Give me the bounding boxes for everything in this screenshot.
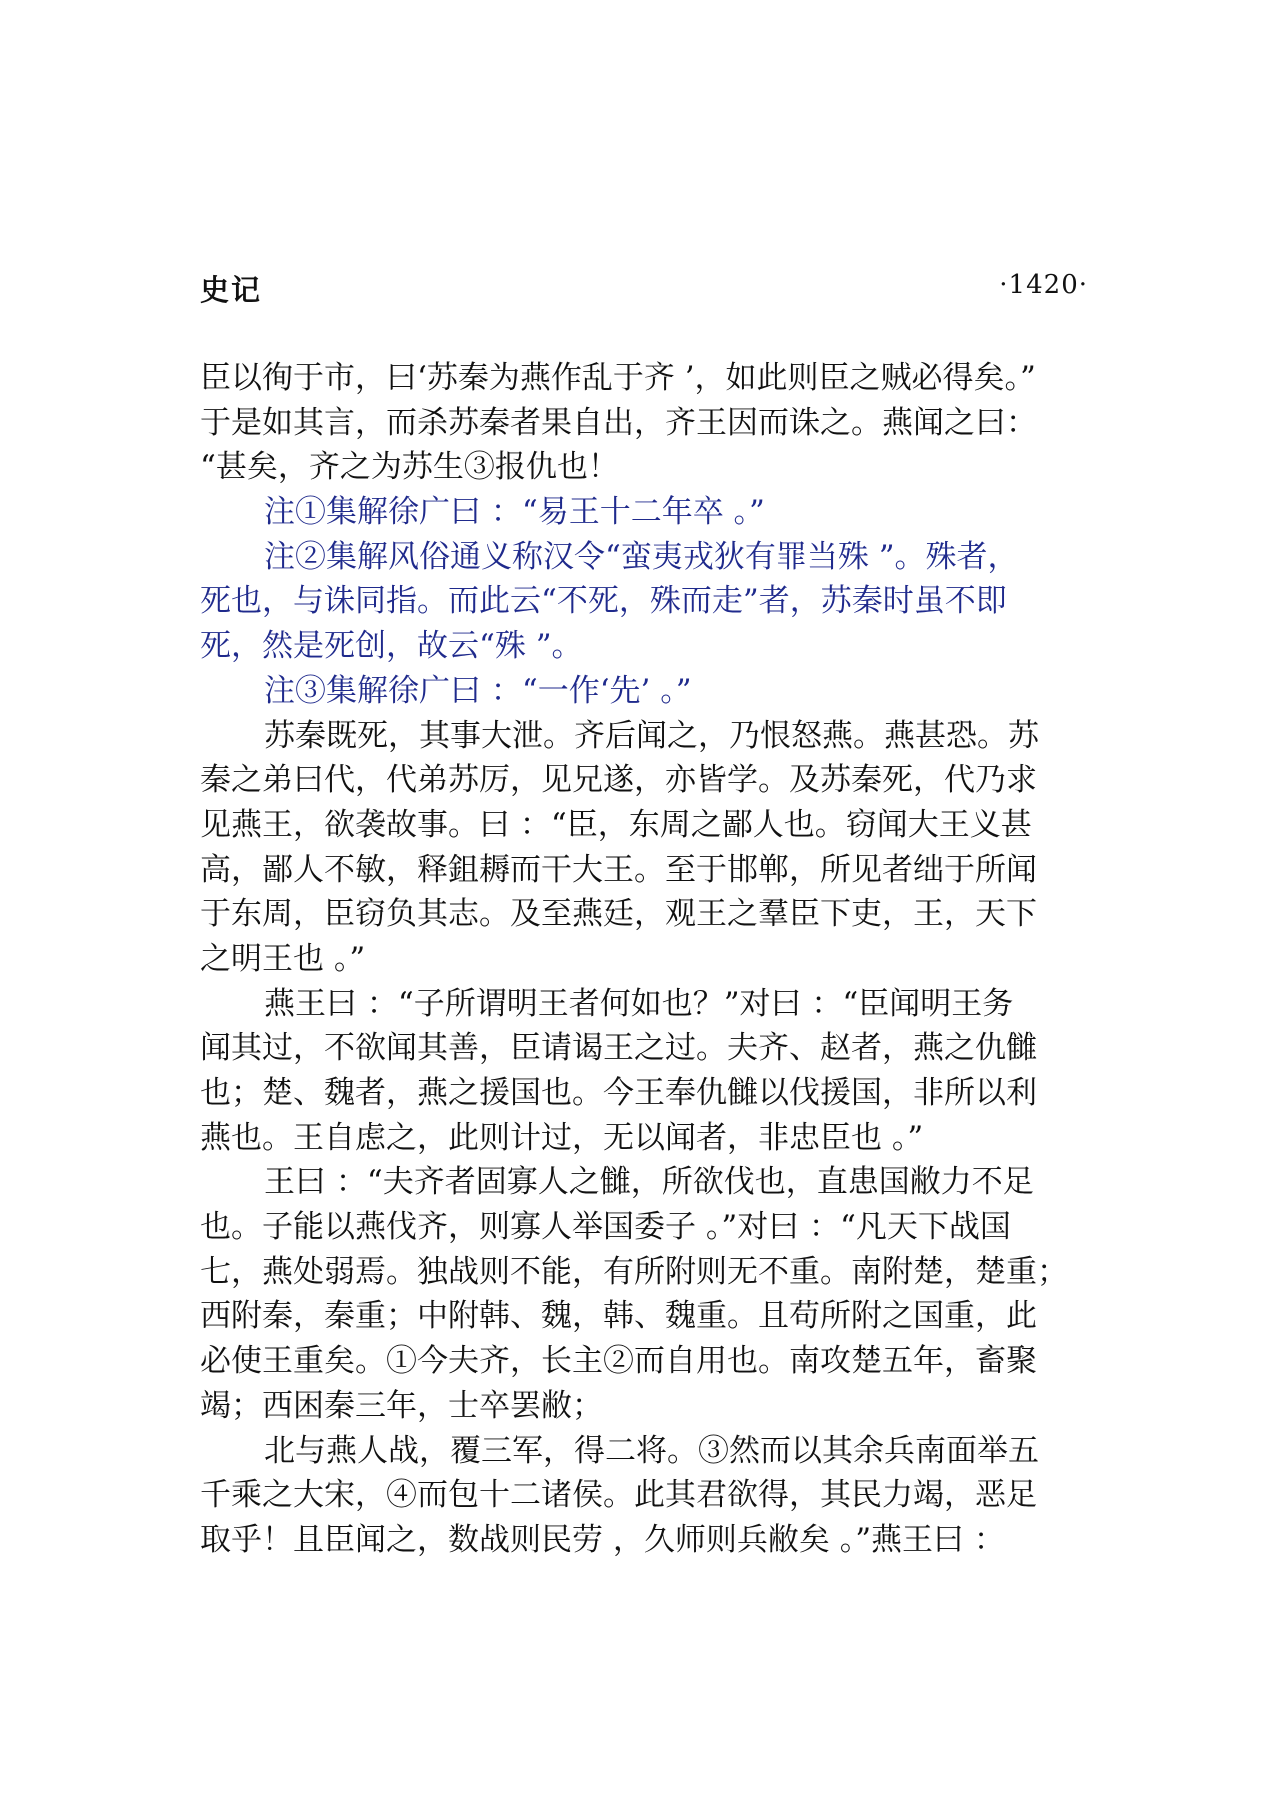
text-line: 见燕王，欲袭故事。曰 ：“臣，东周之鄙人也。窃闻大王义甚 xyxy=(200,806,1032,843)
text-line: 千乘之大宋，④而包十二诸侯。此其君欲得，其民力竭，恶足 xyxy=(200,1477,1037,1514)
text-line: 于是如其言，而杀苏秦者果自出，齐王因而诛之。燕闻之曰： xyxy=(200,404,1037,441)
text-line: 王曰 ：“夫齐者固寡人之雠，所欲伐也，直患国敝力不足 xyxy=(264,1164,1034,1201)
body-text xyxy=(200,356,1105,1563)
text-line: 也；楚、魏者，燕之援国也。今王奉仇雠以伐援国，非所以利 xyxy=(200,1075,1037,1111)
text-line: 高，鄙人不敏，释鉏耨而干大王。至于邯郸，所见者绌于所闻 xyxy=(200,851,1037,888)
text-line: 燕也。王自虑之，此则计过，无以闻者，非忠臣也 。” xyxy=(200,1119,924,1156)
text-line: 竭；西困秦三年，士卒罢敝； xyxy=(200,1387,603,1424)
page-number: ·1420· xyxy=(999,270,1088,300)
text-line: 秦之弟曰代，代弟苏厉，见兄遂，亦皆学。及苏秦死，代乃求 xyxy=(200,762,1037,799)
text-line: 于东周，臣窃负其志。及至燕廷，观王之羣臣下吏，王，天下 xyxy=(200,896,1037,933)
text-line: 臣以徇于市，曰‘苏秦为燕作乱于齐 ’，如此则臣之贼必得矣。” xyxy=(200,360,1036,396)
text-line: 之明王也 。” xyxy=(200,940,366,977)
text-line: 苏秦既死，其事大泄。齐后闻之，乃恨怒燕。燕甚恐。苏 xyxy=(264,717,1039,754)
annotation-line: 注②集解风俗通义称汉令“蛮夷戎狄有罪当殊 ”。殊者， xyxy=(264,538,1019,575)
text-line: 取乎！且臣闻之，数战则民劳 ，久师则兵敝矣 。”燕王曰 ： xyxy=(200,1521,1005,1558)
text-line: 七，燕处弱焉。独战则不能，有所附则无不重。南附楚，楚重； xyxy=(200,1253,1068,1290)
annotation-line: 注①集解徐广曰 ：“易王十二年卒 。” xyxy=(264,494,765,531)
page-header xyxy=(200,268,1088,312)
text-line: 北与燕人战，覆三军，得二将。③然而以其余兵南面举五 xyxy=(264,1432,1039,1469)
text-line: 也。子能以燕伐齐，则寡人举国委子 。”对曰 ：“凡天下战国 xyxy=(200,1209,1011,1246)
text-line: 西附秦，秦重；中附韩、魏，韩、魏重。且苟所附之国重，此 xyxy=(200,1298,1037,1335)
book-title: 史记 xyxy=(200,273,263,307)
annotation-line: 死，然是死创，故云“殊 ”。 xyxy=(200,628,583,665)
text-line: 必使王重矣。①今夫齐，长主②而自用也。南攻楚五年，畜聚 xyxy=(200,1343,1037,1380)
text-line: “甚矣，齐之为苏生③报仇也！ xyxy=(200,449,619,486)
annotation-line: 注③集解徐广曰 ：“一作‘先’ 。” xyxy=(264,672,692,709)
text-line: 燕王曰 ：“子所谓明王者何如也？”对曰 ：“臣闻明王务 xyxy=(264,985,1014,1022)
annotation-line: 死也，与诛同指。而此云“不死，殊而走”者，苏秦时虽不即 xyxy=(200,583,1007,620)
text-line: 闻其过，不欲闻其善，臣请谒王之过。夫齐、赵者，燕之仇雠 xyxy=(200,1030,1037,1067)
